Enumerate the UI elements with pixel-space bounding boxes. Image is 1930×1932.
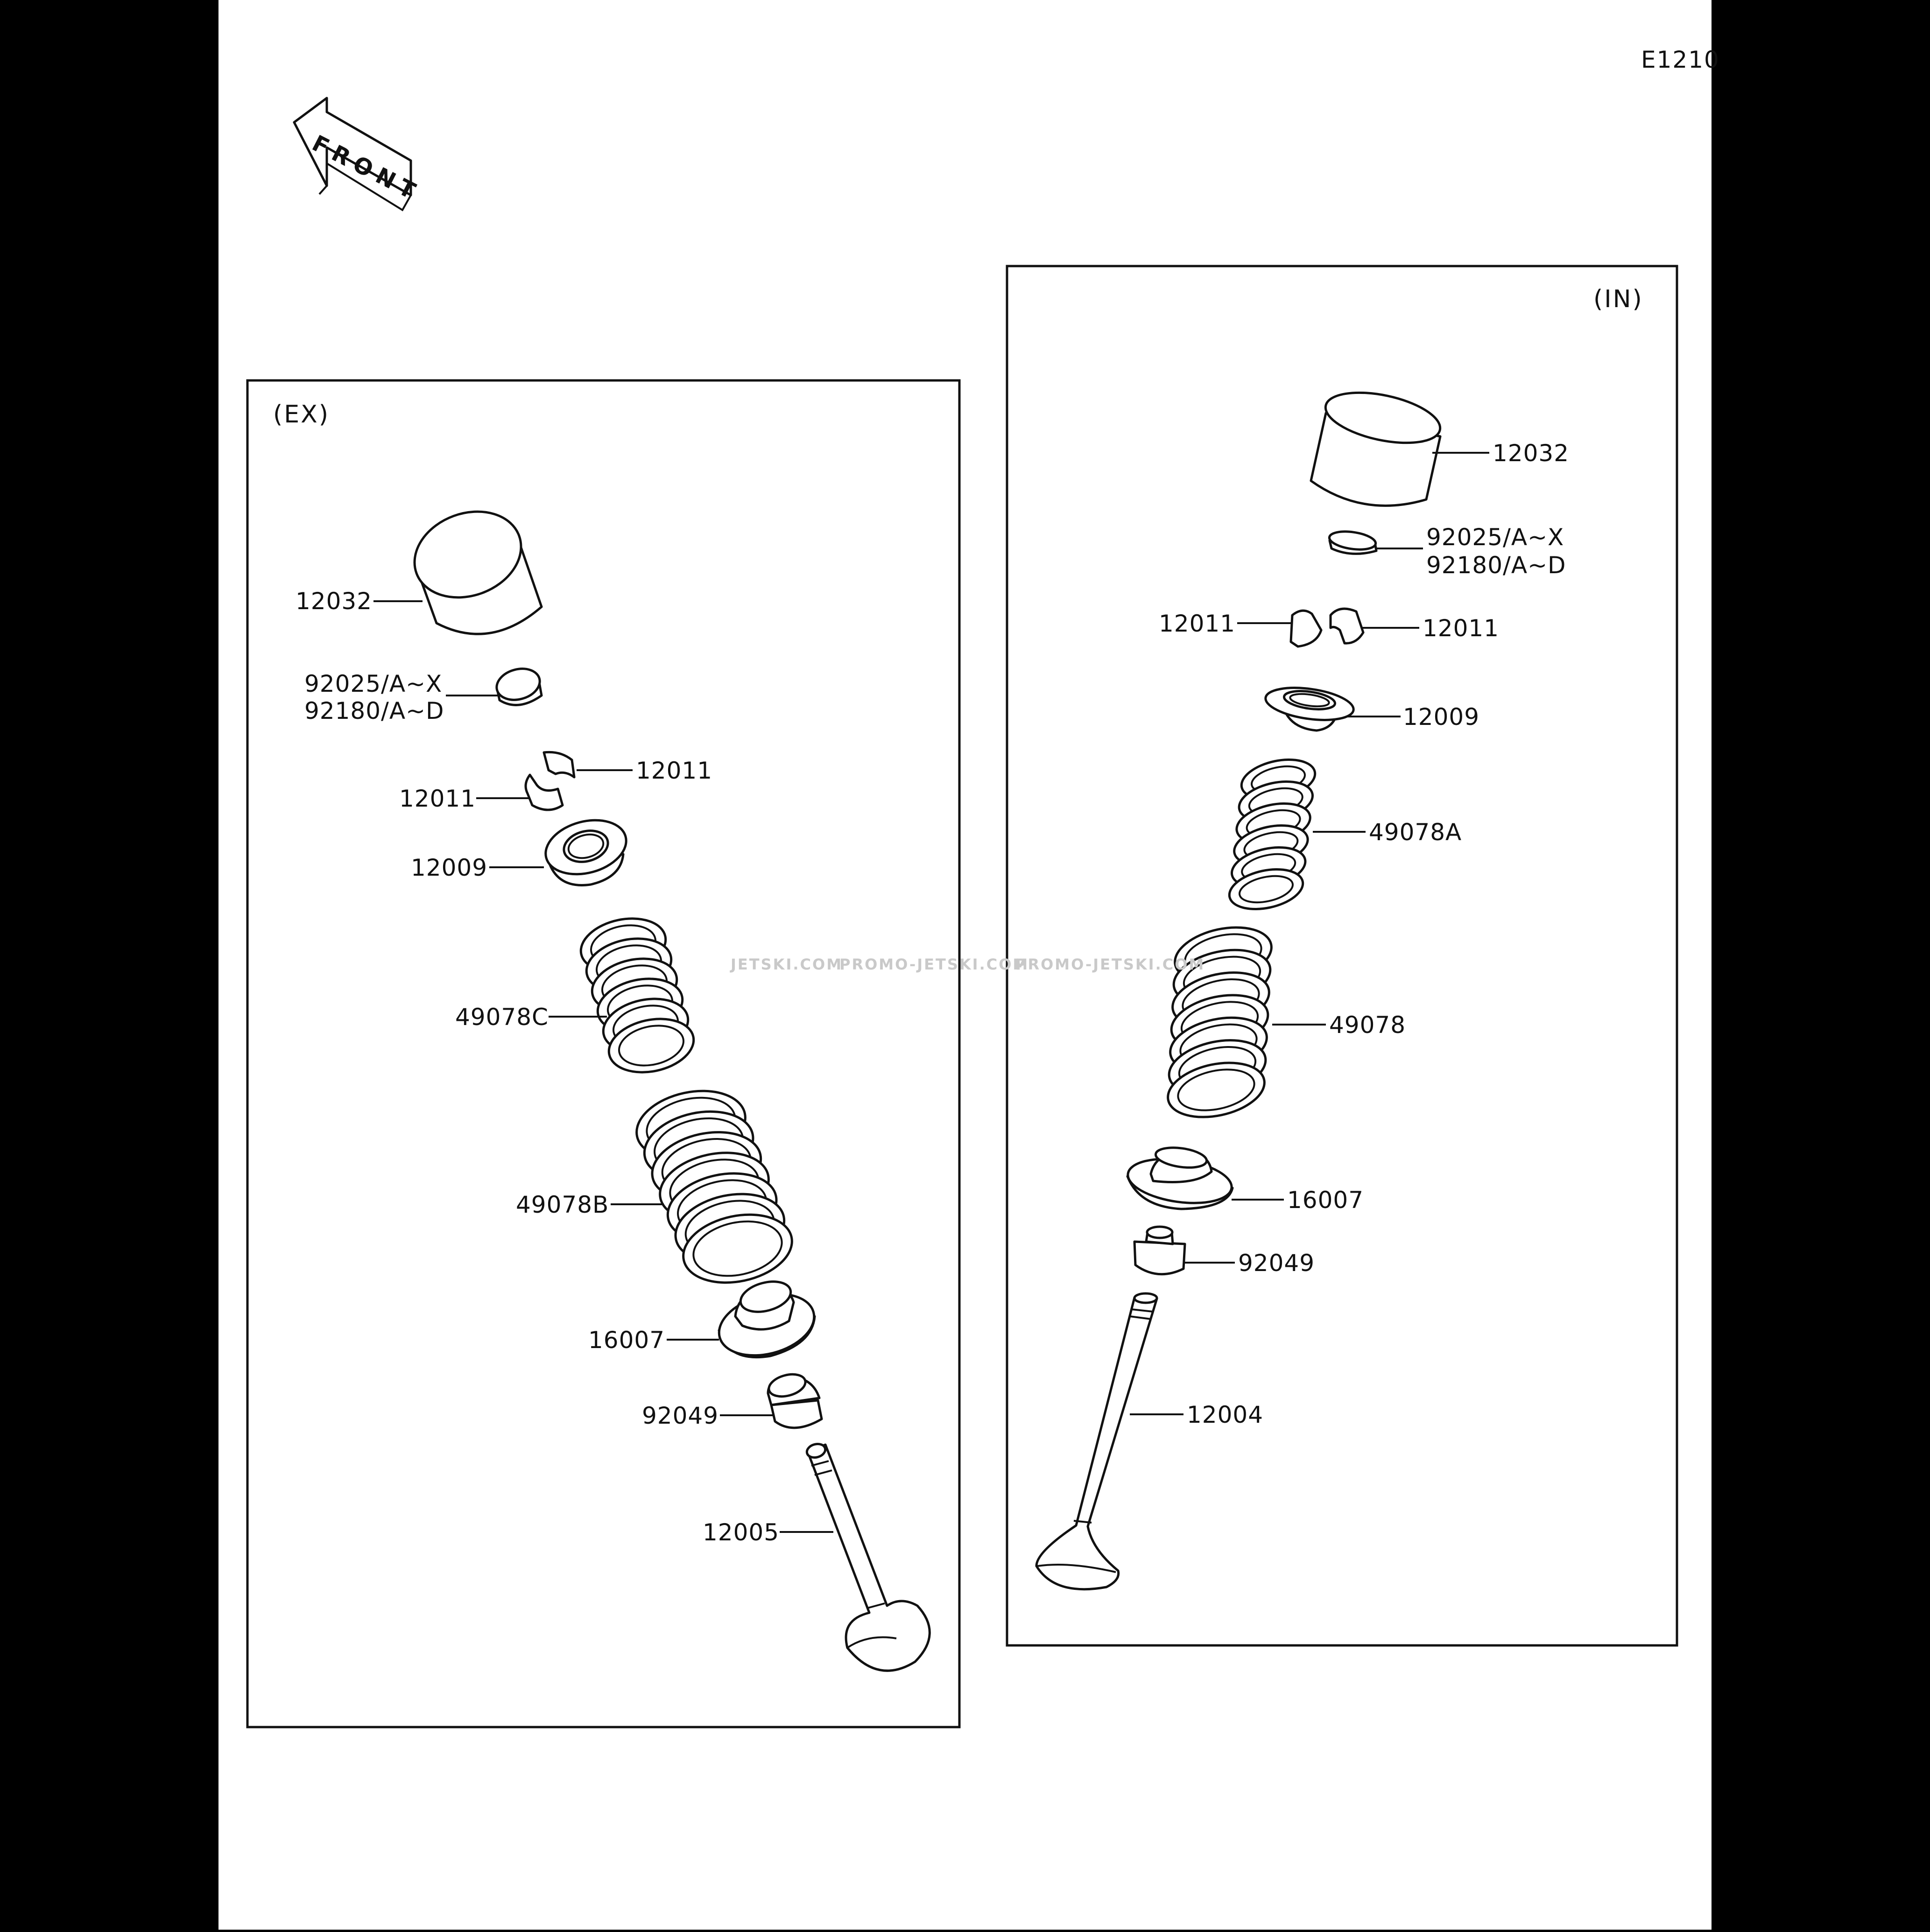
ex-panel-title: (EX) <box>273 400 330 429</box>
ex-valve-label: 12005 <box>703 1519 780 1546</box>
ex-seal-label: 92049 <box>642 1402 719 1429</box>
in-shim-label-b: 92180/A~D <box>1426 552 1566 579</box>
in-retainer-label: 12009 <box>1403 703 1480 731</box>
in-valve-label: 12004 <box>1187 1401 1264 1428</box>
ex-keeper-left-label: 12011 <box>399 785 476 812</box>
watermark <box>730 955 1205 973</box>
in-keeper-right-label: 12011 <box>1423 615 1500 642</box>
page-code: E1210 <box>1641 46 1720 73</box>
ex-outer-spring-label: 49078B <box>516 1191 609 1218</box>
watermark-part-3: PROMO-JETSKI.COM <box>1015 955 1205 973</box>
ex-seat-label: 16007 <box>588 1327 665 1354</box>
in-inner-spring-label: 49078A <box>1369 819 1462 846</box>
in-panel-title: (IN) <box>1593 285 1643 313</box>
ex-keeper-right-label: 12011 <box>636 757 713 784</box>
watermark-part-2: PROMO-JETSKI.COM <box>839 955 1029 973</box>
ex-shim-label-a: 92025/A~X <box>304 670 443 697</box>
ex-shim-label-b: 92180/A~D <box>304 697 444 724</box>
in-seat-label: 16007 <box>1287 1187 1364 1214</box>
ex-tappet-label: 12032 <box>296 588 373 615</box>
in-keeper-left-label: 12011 <box>1159 610 1236 637</box>
in-seal-label: 92049 <box>1238 1250 1315 1277</box>
in-tappet-label: 12032 <box>1493 440 1570 467</box>
front-label: FRONT <box>308 130 425 207</box>
in-shim-label-a: 92025/A~X <box>1426 524 1564 551</box>
ex-retainer-label: 12009 <box>411 854 488 881</box>
ex-inner-spring-label: 49078C <box>455 1004 549 1031</box>
in-outer-spring-part <box>1163 919 1276 1125</box>
watermark-part-1: JETSKI.COM <box>731 955 843 973</box>
in-outer-spring-label: 49078 <box>1329 1012 1406 1039</box>
